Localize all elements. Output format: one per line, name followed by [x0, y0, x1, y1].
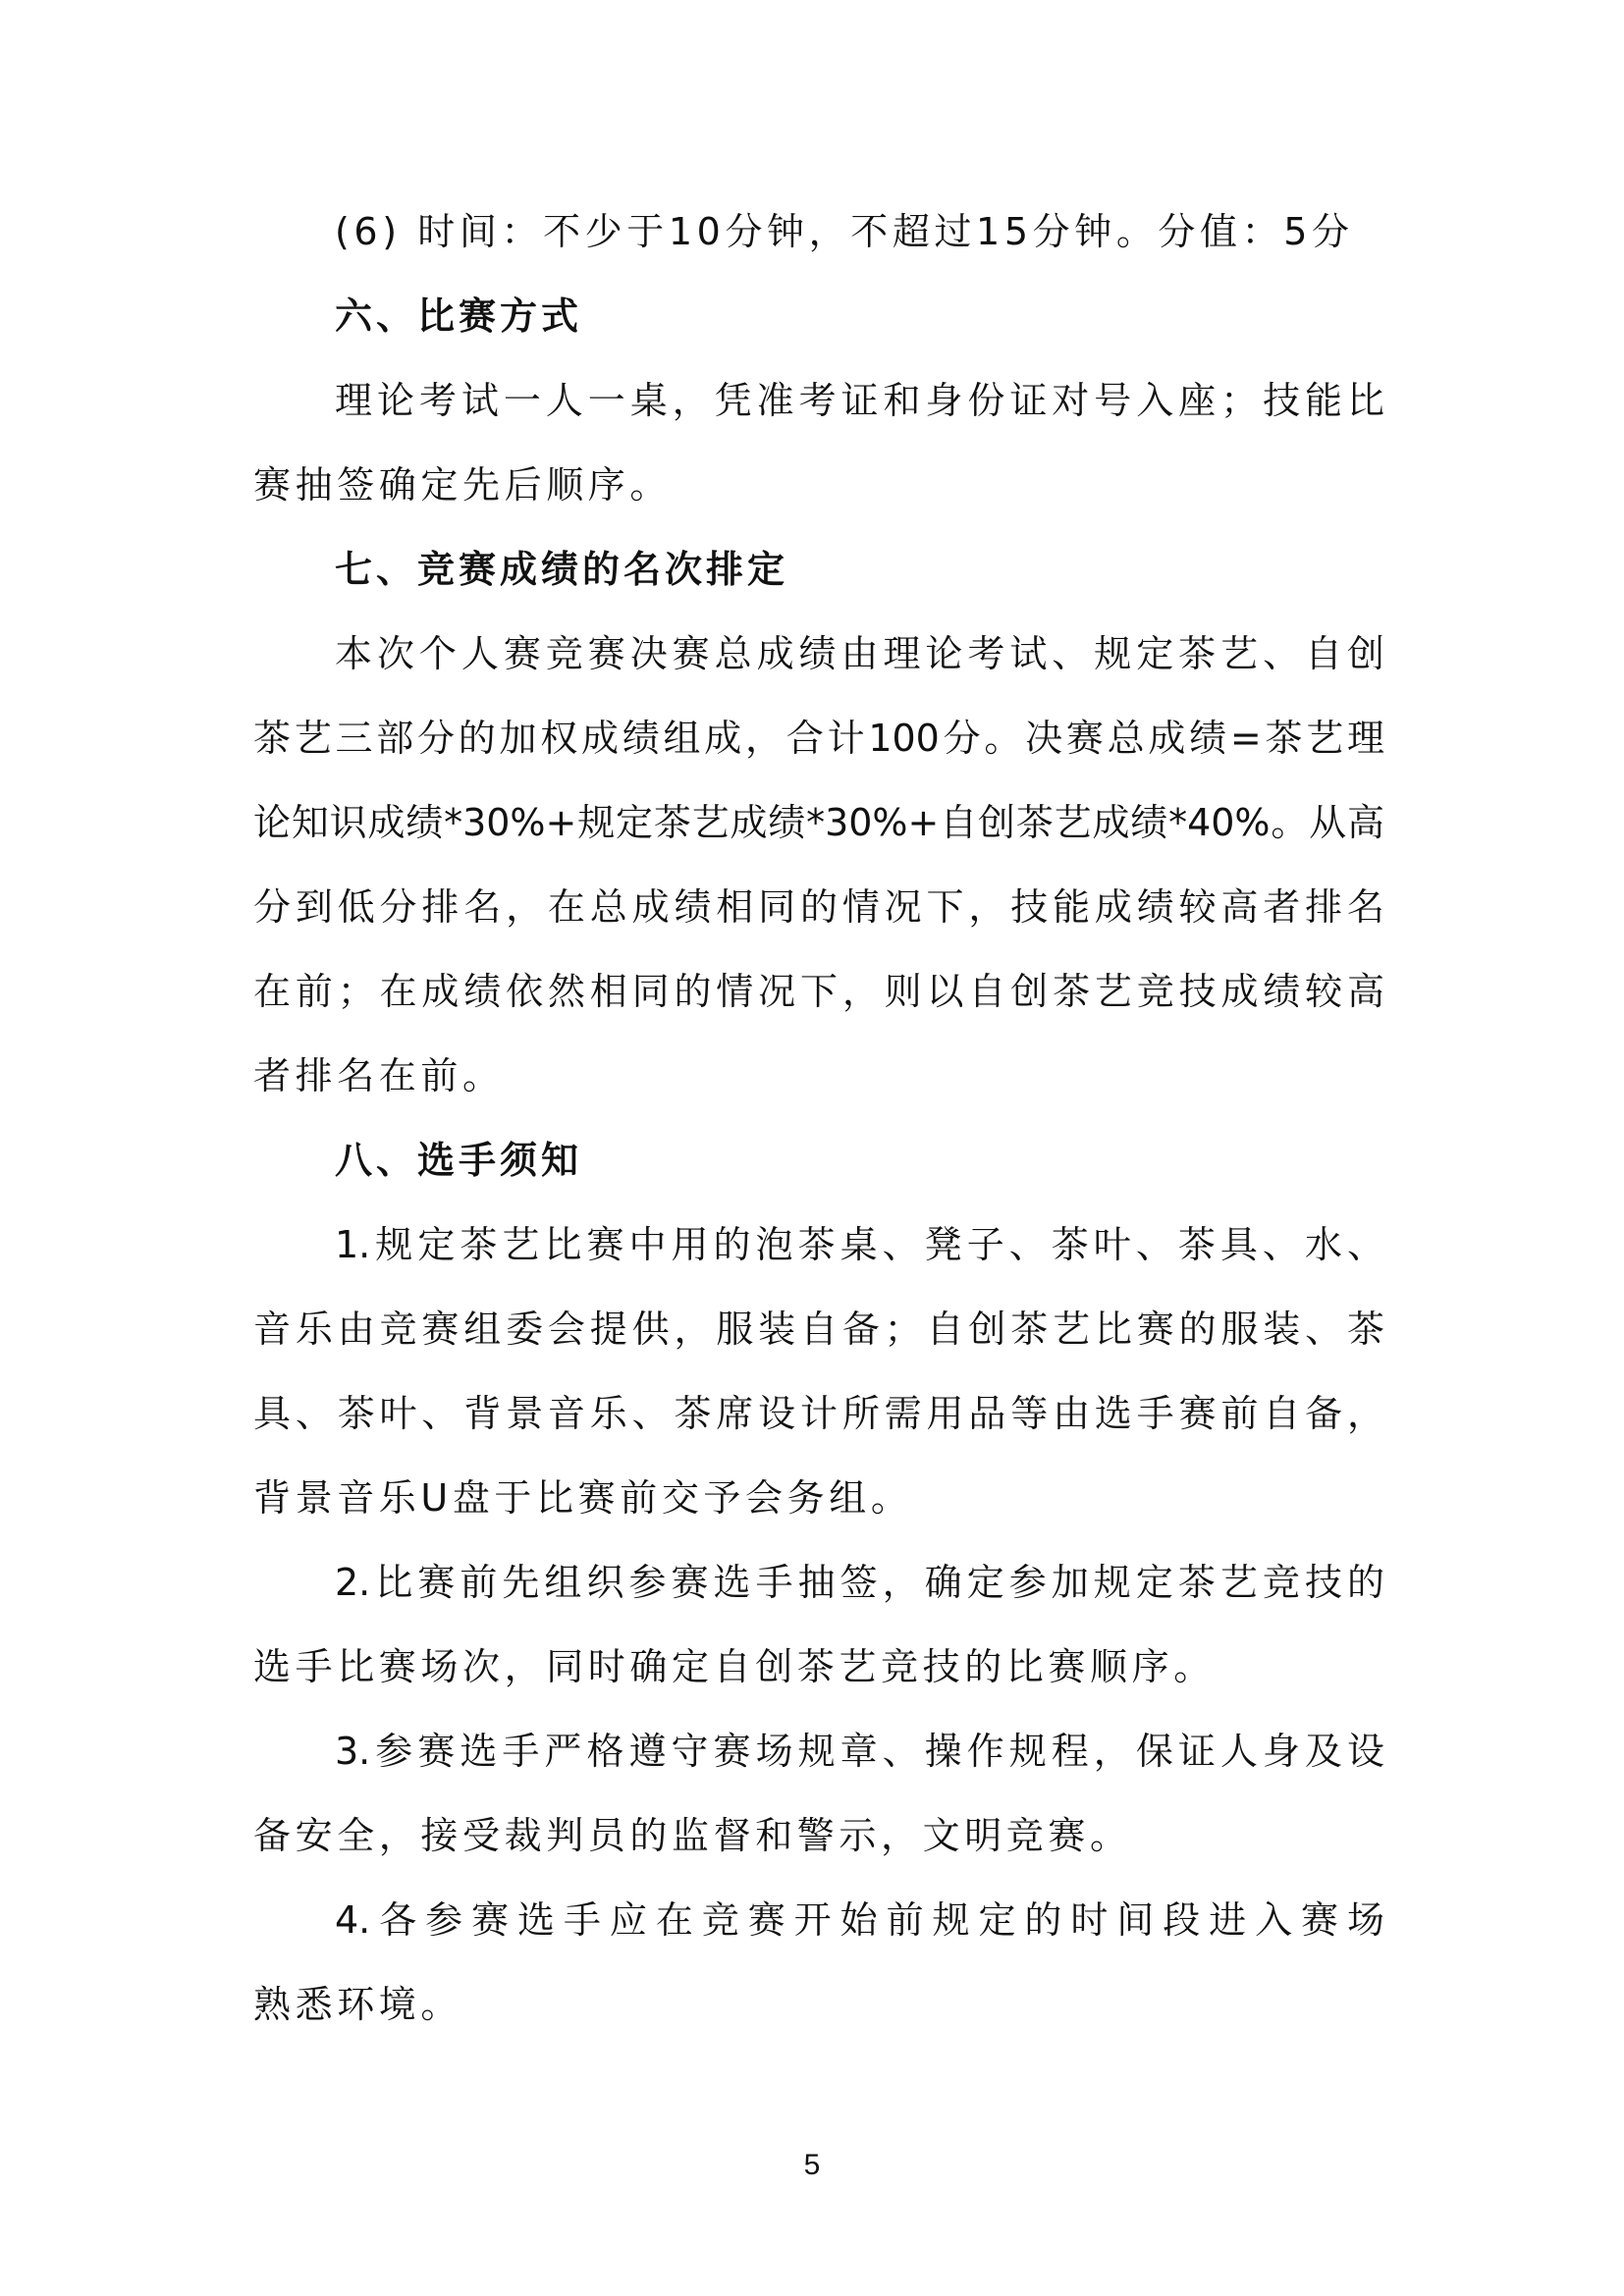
- section-heading-contestant-notes: 八、选手须知: [335, 1139, 583, 1182]
- list-item-line: 4.各参赛选手应在竞赛开始前规定的时间段进入赛场: [335, 1898, 1384, 1942]
- list-item-line: 具、茶叶、背景音乐、茶席设计所需用品等由选手赛前自备，: [253, 1392, 1384, 1435]
- list-item-line: 音乐由竞赛组委会提供，服装自备；自创茶艺比赛的服装、茶: [253, 1308, 1384, 1351]
- paragraph-line: 赛抽签确定先后顺序。: [253, 463, 673, 507]
- list-item-line: 选手比赛场次，同时确定自创茶艺竞技的比赛顺序。: [253, 1645, 1216, 1688]
- list-item-line: 3.参赛选手严格遵守赛场规章、操作规程，保证人身及设: [335, 1730, 1384, 1773]
- document-body: [253, 189, 1384, 2047]
- list-item-line: 2.比赛前先组织参赛选手抽签，确定参加规定茶艺竞技的: [335, 1561, 1384, 1604]
- paragraph-line: 在前；在成绩依然相同的情况下，则以自创茶艺竞技成绩较高: [253, 970, 1384, 1013]
- list-item-line: 背景音乐U盘于比赛前交予会务组。: [253, 1476, 913, 1520]
- list-item-line: 熟悉环境。: [253, 1983, 463, 2026]
- section-heading-ranking: 七、竞赛成绩的名次排定: [335, 548, 789, 591]
- paragraph-line: 分到低分排名，在总成绩相同的情况下，技能成绩较高者排名: [253, 885, 1384, 929]
- page-number: 5: [803, 2149, 821, 2181]
- list-item-line: 1.规定茶艺比赛中用的泡茶桌、凳子、茶叶、茶具、水、: [335, 1223, 1384, 1266]
- paragraph-line: 本次个人赛竞赛决赛总成绩由理论考试、规定茶艺、自创: [335, 632, 1384, 675]
- paragraph-line: 茶艺三部分的加权成绩组成，合计100分。决赛总成绩=茶艺理: [253, 717, 1384, 760]
- section-heading-competition-method: 六、比赛方式: [335, 294, 583, 338]
- paragraph-line: 者排名在前。: [253, 1054, 505, 1097]
- time-rule-line: (6) 时间：不少于10分钟，不超过15分钟。分值：5分: [335, 210, 1354, 253]
- list-item-line: 备安全，接受裁判员的监督和警示，文明竞赛。: [253, 1814, 1132, 1857]
- paragraph-line: 理论考试一人一桌，凭准考证和身份证对号入座；技能比: [335, 379, 1384, 422]
- paragraph-line: 论知识成绩*30%+规定茶艺成绩*30%+自创茶艺成绩*40%。从高: [253, 801, 1384, 844]
